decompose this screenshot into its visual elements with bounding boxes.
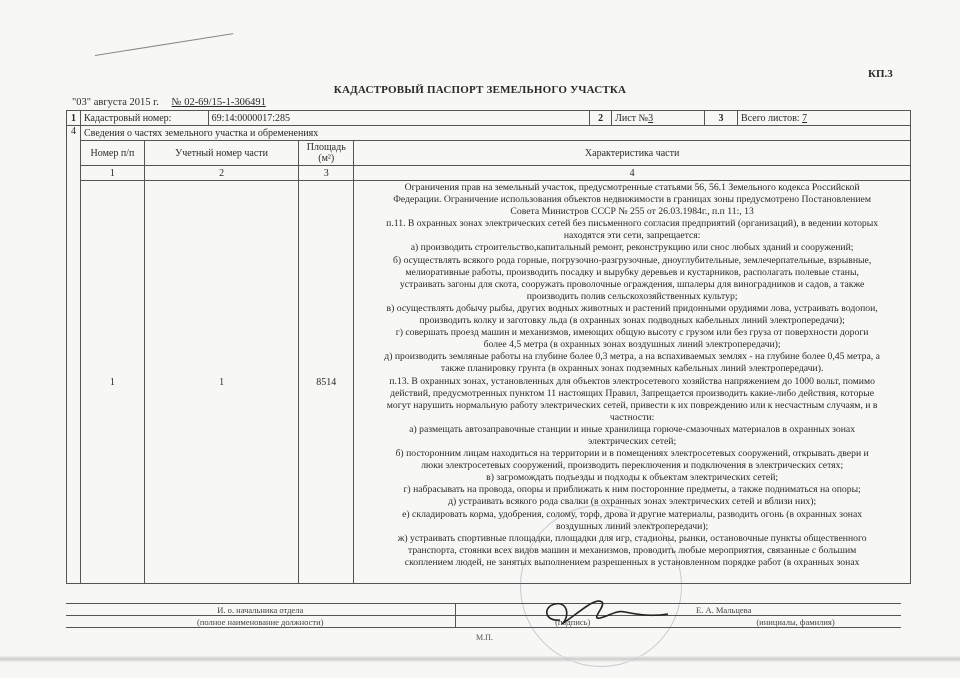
column-number-row [67,166,911,181]
parts-section-row [67,126,911,141]
document-number: № 02-69/15-1-306491 [171,97,266,108]
characteristic-line: п.13. В охранных зонах, установленных для объектов электросетевого хозяйства напряжением до 1000 вольт, помимо [389,375,875,387]
sheet-label: Лист № [615,112,649,124]
characteristic-line: г) совершать проезд машин и механизмов, имеющих общую высоту с грузом или без груза от поверхности дороги [395,327,869,339]
characteristic-line: ж) устраивать спортивные площадки, площадки для игр, стадионы, рынки, остановочные пункты общественного [397,532,867,544]
characteristic-line: воздушных линий электропередачи); [556,520,709,532]
characteristic-line: е) складировать корма, удобрения, солому, торф, дрова и другие материалы, разводить огонь (в охранных зонах [402,508,863,520]
col-number: 2 [144,166,298,181]
column-header-row [67,141,911,166]
cadastral-number-row [67,111,911,126]
characteristic-line: д) производить земляные работы на глубине более 0,3 метра, а на вспахиваемых землях - на глубине более 0,45 метра, а [384,351,880,363]
characteristic-line: а) размещать автозаправочные станции и иные хранилища горюче-смазочных материалов в охранных зонах [409,423,856,435]
signature-table [66,603,901,628]
col-header-account-number: Учетный номер части [144,141,298,166]
characteristic-line: д) устраивать всякого рода свалки (в охранных зонах электрических сетей и вблизи них); [448,496,817,508]
name-caption: (инициалы, фамилия) [690,616,901,628]
total-label: Всего листов: [741,112,800,124]
handwritten-signature [540,592,670,632]
characteristic-line: также планировку грунта (в охранных зонах подземных кабельных линий электропередачи). [440,363,824,375]
characteristic-line: Ограничения прав на земельный участок, предусмотренные статьями 56, 56.1 Земельного кодекса Российской [404,182,860,193]
characteristic-line: действий, предусмотренных пунктом 11 настоящих Правил, Запрещается производить какие-либо действия, которые [390,387,875,399]
sheet-cell-number: 2 [590,111,612,126]
part-number: 1 [80,181,144,584]
part-account-number: 1 [144,181,298,584]
signature-row [66,604,901,616]
characteristic-line: Федерации. Ограничение использования объектов недвижимости в границах зоны предусмотрено Постановлением [393,194,871,206]
total-cell-number: 3 [705,111,738,126]
position-caption: (полное наименование должности) [66,616,455,628]
col-header-characteristic: Характеристика части [354,141,911,166]
cadastral-table [66,110,911,584]
col-number: 4 [354,166,911,181]
stamp-seal [520,505,682,667]
date-line [72,97,266,108]
characteristic-line: п.11. В охранных зонах электрических сетей без письменного согласия предприятий (организаций), в ведении которых [386,218,879,230]
caption-row [66,616,901,628]
characteristic-line: а) производить строительство,капитальный ремонт, реконструкцию или снос любых зданий и сооружений; [410,242,854,254]
scan-artifact-streak [0,656,960,662]
characteristic-line: в) загромождать подъезды и подходы к объектам электрических сетей; [486,472,779,484]
parts-section-label: Сведения о частях земельного участка и обременениях [80,126,910,141]
characteristic-line: производить колку и заготовку льда (в охранных зонах подводных кабельных линий электропередачи); [419,315,845,327]
characteristic-line: электрических сетей; [588,435,677,447]
characteristic-line: скоплением людей, не занятых выполнением разрешенных в установленном порядке работ (в охранных зонах [404,556,860,568]
cadastral-number-label: Кадастровый номер: [80,111,208,126]
characteristic-line: б) посторонним лицам находиться на территории и в помещениях электросетевых сооружений, открывать двери и [395,448,869,460]
row-number: 1 [67,111,81,126]
cadastral-number-value: 69:14:0000017:285 [208,111,589,126]
characteristic-line: могут нарушить нормальную работу электрических сетей, привести к их повреждению или к несчастным случаям, и в [386,399,878,411]
characteristic-line: устраивать загоны для скота, сооружать проволочные ограждения, шпалеры для виноградников и садов, а также [399,278,865,290]
characteristic-line: люки электросетевых сооружений, производить переключения и подключения в электрических сетях; [421,460,844,472]
sheet-value: 3 [648,112,654,124]
characteristic-line: частности: [609,411,655,423]
signature-caption: (подпись) [455,616,690,628]
characteristic-line: производить полив сельскохозяйственных культур; [526,290,738,302]
characteristic-line: Совета Министров СССР № 255 от 26.03.1984г., п.п 11:, 13 [510,206,754,218]
characteristic-line: находятся эти сети, запрещается: [563,230,701,242]
characteristic-line: мелиоративные работы, производить посадку и вырубку деревьев и кустарников, располагать полевые станы, [405,266,859,278]
col-number: 1 [80,166,144,181]
signer-name: Е. А. Мальцева [690,604,901,616]
form-code: КП.3 [868,68,893,80]
characteristic-line: г) набрасывать на провода, опоры и приближать к ним посторонние предметы, а также подниматься на опоры; [403,484,861,496]
col-number: 3 [299,166,354,181]
scan-artifact-line [95,33,233,56]
characteristic-line: более 4,5 метра (в охранных зонах воздушных линий электропередачи); [483,339,781,351]
row-number: 4 [67,126,81,584]
sheet-number [612,111,705,126]
characteristic-line: б) осуществлять всякого рода горные, погрузочно-разгрузочные, дноуглубительные, землечерпательные, взрывные, [393,254,872,266]
issue-date: "03" августа 2015 г. [72,97,159,108]
total-sheets [738,111,911,126]
col-header-number: Номер п/п [80,141,144,166]
signer-position: И. о. начальника отдела [66,604,455,616]
part-area: 8514 [299,181,354,584]
total-value: 7 [802,112,808,124]
stamp-place-mark: М.П. [476,633,493,642]
characteristic-line: в) осуществлять добычу рыбы, других водных животных и растений придонными орудиями лова, устраивать водопои, [386,302,878,314]
part-row [67,181,911,584]
document-title: КАДАСТРОВЫЙ ПАСПОРТ ЗЕМЕЛЬНОГО УЧАСТКА [333,84,627,96]
col-header-area: Площадь (м²) [299,141,354,166]
characteristic-line: транспорта, стоянки всех видов машин и механизмов, проводить любые мероприятия, связанные с большим [407,544,857,556]
